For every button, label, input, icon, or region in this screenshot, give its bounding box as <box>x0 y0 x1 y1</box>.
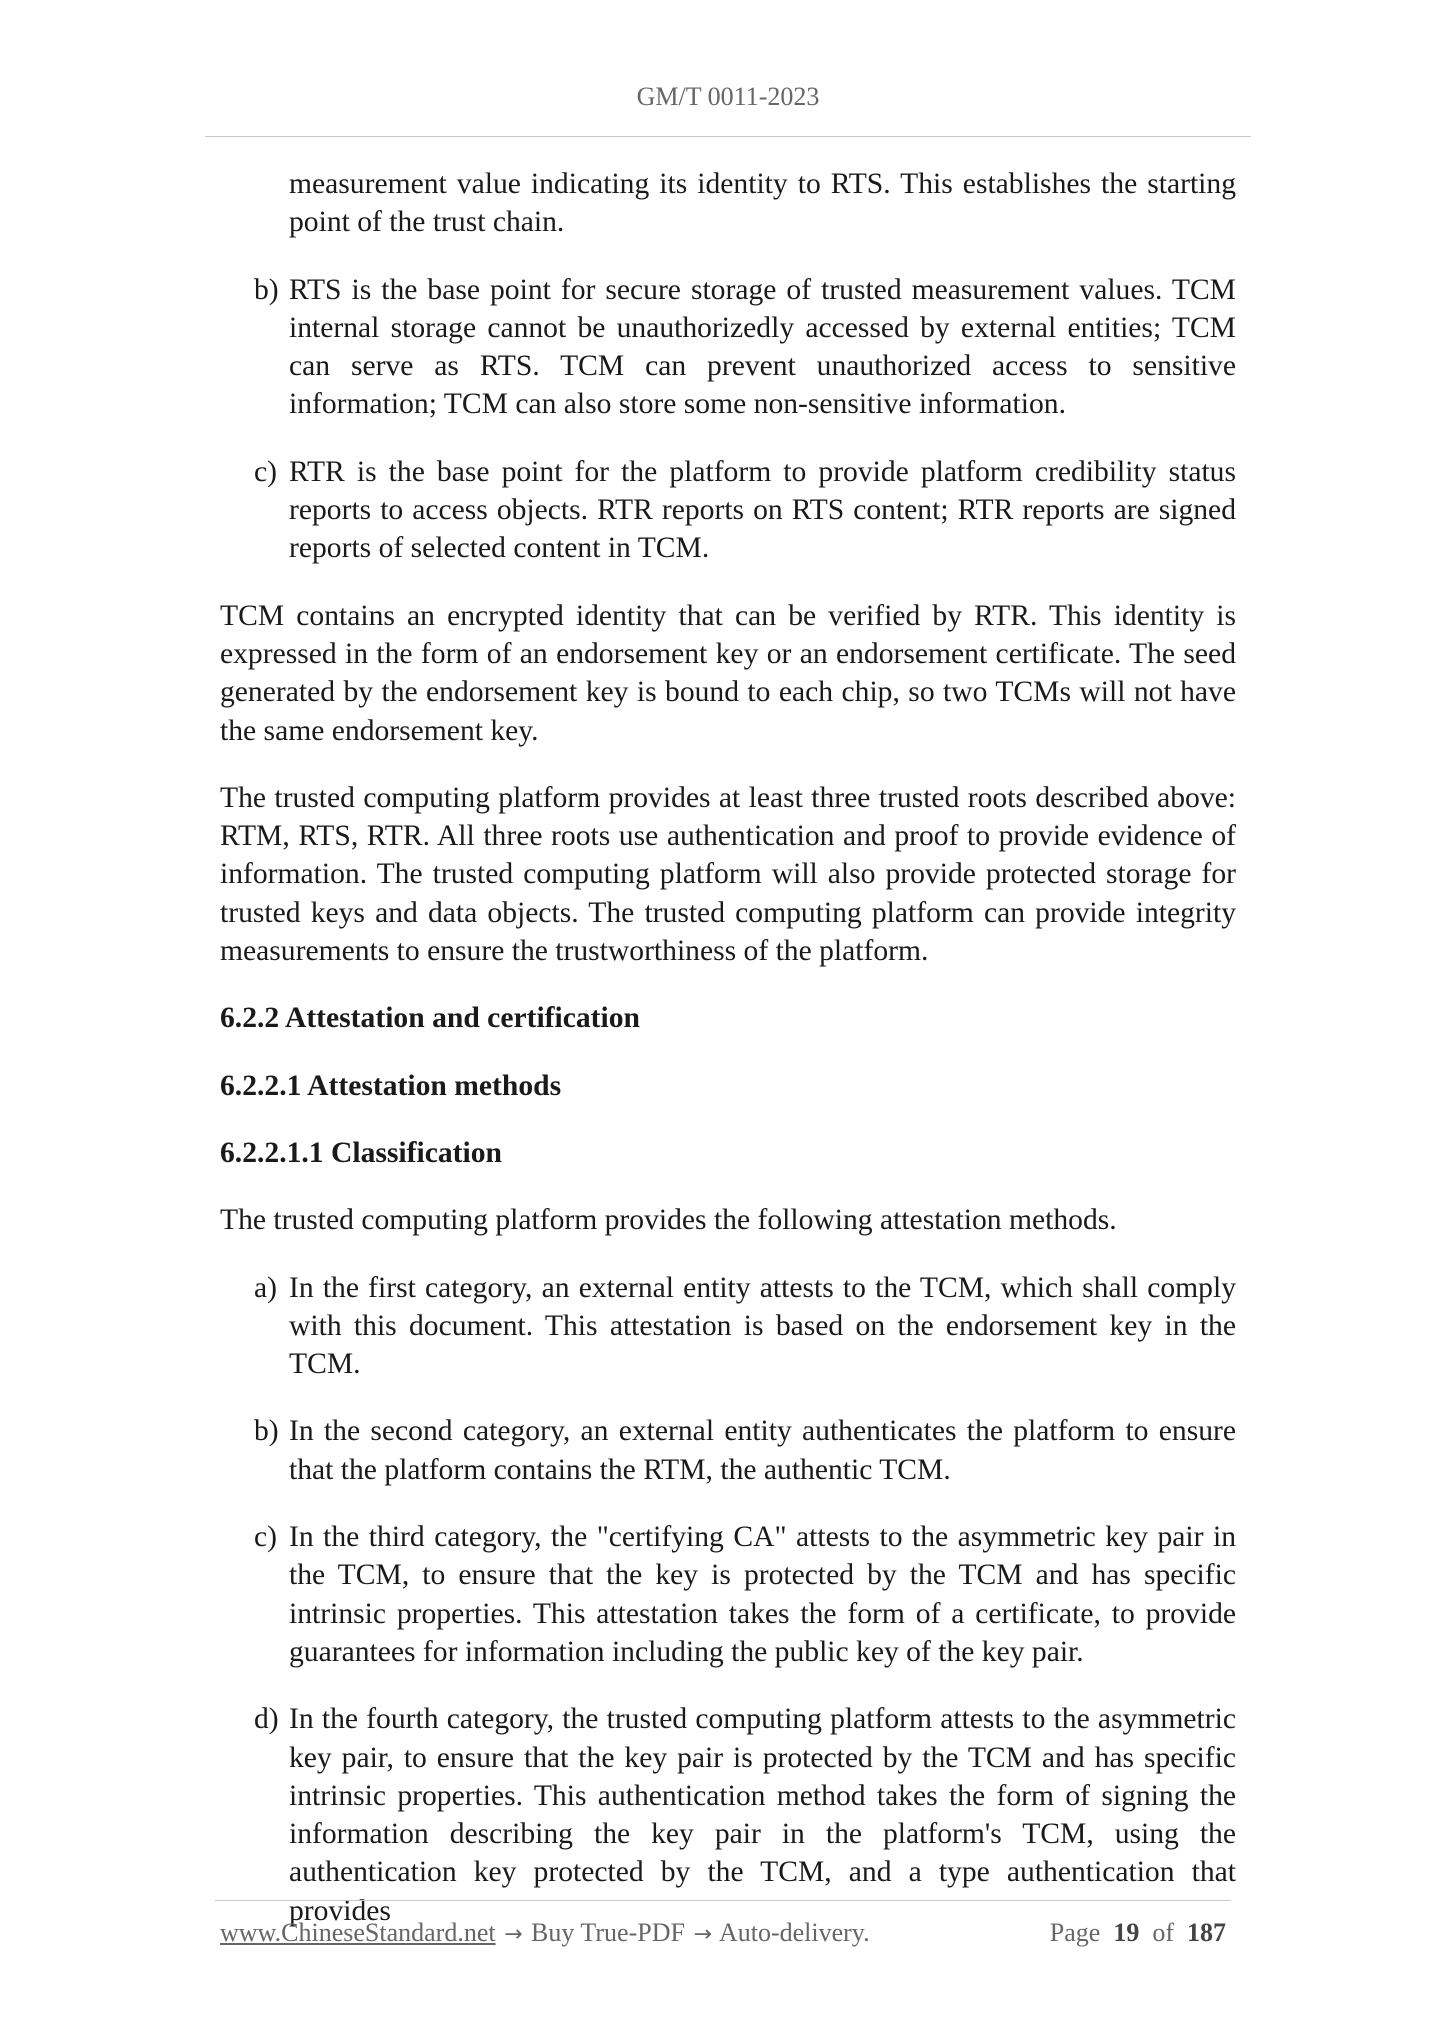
list-item-text: In the first category, an external entity attests to the TCM, which shall comply with this document. This attestation is based on the endorsement key in the TCM. <box>289 1271 1236 1381</box>
list-item-text: RTS is the base point for secure storage of trusted measurement values. TCM internal storage cannot be unauthorizedly accessed by external entities; TCM can serve as RTS. TCM can prevent unauthorized access to sensitive information; TCM can also store some non-sensitive information. <box>289 273 1236 421</box>
of-label: of <box>1152 1918 1174 1947</box>
footer-promo <box>220 1918 870 1948</box>
list-marker: b) <box>254 273 279 306</box>
list-item-text: In the fourth category, the trusted computing platform attests to the asymmetric key pair, to ensure that the key pair is protected by the TCM and has specific intrinsic properties. This authentication method takes the form of signing the information describing the key pair in the platform's TCM, using the authentication key protected by the TCM, and a type authentication that provides <box>289 1703 1236 1927</box>
page-content <box>220 165 1236 1959</box>
document-id: GM/T 0011-2023 <box>636 82 820 111</box>
subsection-heading: 6.2.2.1 Attestation methods <box>220 1069 562 1102</box>
list-marker: c) <box>254 1521 277 1554</box>
list-marker: b) <box>254 1415 279 1448</box>
subsubsection-heading: 6.2.2.1.1 Classification <box>220 1136 502 1169</box>
paragraph: TCM contains an encrypted identity that can be verified by RTR. This identity is expressed in the form of an endorsement key or an endorsement certificate. The seed generated by the endorsement key is bound to each chip, so two TCMs will not have the same endorsement key. <box>220 599 1236 747</box>
arrow-right-icon: → <box>504 1922 523 1947</box>
list-item <box>220 1518 1236 1671</box>
total-pages: 187 <box>1187 1918 1226 1947</box>
footer-divider <box>215 1900 1231 1901</box>
site-link[interactable]: www.ChineseStandard.net <box>220 1918 496 1947</box>
list-item-text: RTR is the base point for the platform to provide platform credibility status reports to access objects. RTR reports on RTS content; RTR reports are signed reports of selected content in TCM. <box>289 455 1236 565</box>
document-header <box>205 82 1251 112</box>
list-item <box>220 453 1236 568</box>
list-marker: d) <box>254 1703 279 1736</box>
list-item <box>220 1412 1236 1489</box>
delivery-text: Auto-delivery. <box>718 1918 870 1947</box>
list-item <box>220 271 1236 424</box>
list-item <box>220 1269 1236 1384</box>
list-item <box>220 1700 1236 1930</box>
list-marker: a) <box>254 1271 277 1304</box>
section-heading: 6.2.2 Attestation and certification <box>220 1002 641 1035</box>
list-item-text: measurement value indicating its identity to RTS. This establishes the starting point of the trust chain. <box>289 168 1236 239</box>
header-divider <box>205 136 1251 137</box>
buy-text: Buy True-PDF <box>531 1918 685 1947</box>
list-item-text: In the second category, an external entity authenticates the platform to ensure that the platform contains the RTM, the authentic TCM. <box>289 1415 1236 1486</box>
list-item-continuation <box>220 165 1236 242</box>
paragraph: The trusted computing platform provides the following attestation methods. <box>220 1204 1117 1237</box>
page-number <box>1050 1918 1226 1948</box>
list-item-text: In the third category, the "certifying CA" attests to the asymmetric key pair in the TCM, to ensure that the key is protected by the TCM and has specific intrinsic properties. This attestation takes the form of a certificate, to provide guarantees for information including the public key of the key pair. <box>289 1521 1236 1668</box>
list-marker: c) <box>254 455 277 488</box>
paragraph: The trusted computing platform provides at least three trusted roots described above: RTM, RTS, RTR. All three roots use authentication and proof to provide evidence of information. The trusted computing platform will also provide protected storage for trusted keys and data objects. The trusted computing platform can provide integrity measurements to ensure the trustworthiness of the platform. <box>220 781 1236 968</box>
arrow-right-icon: → <box>693 1922 712 1947</box>
current-page: 19 <box>1113 1918 1140 1947</box>
page-label: Page <box>1049 1918 1101 1947</box>
